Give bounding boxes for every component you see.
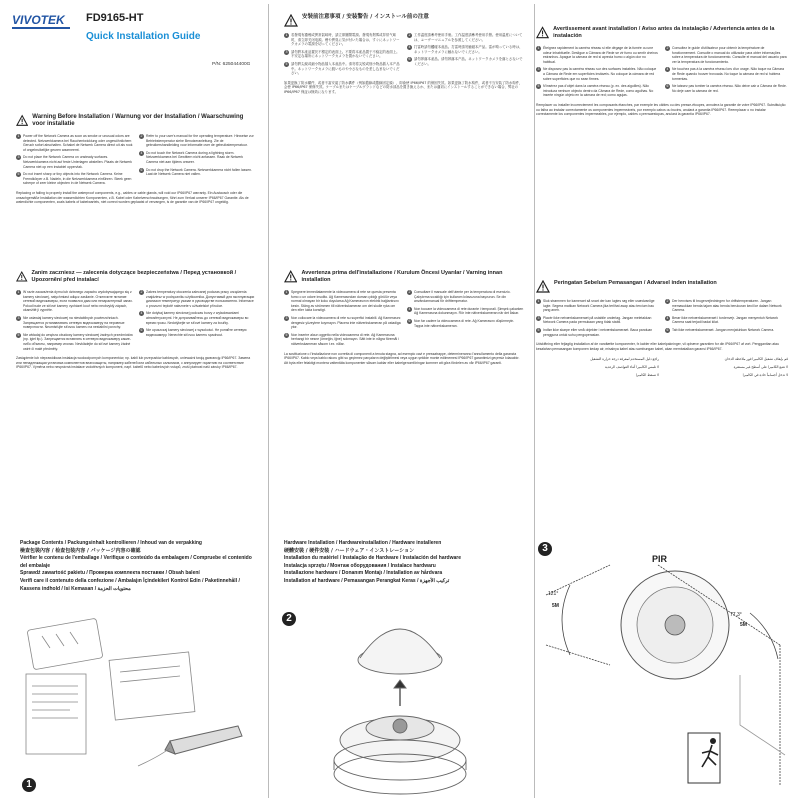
column-divider: [534, 4, 535, 798]
hardware-title-line: Hardware Installation / Hardwareinstallation / Hardware installeren: [284, 540, 442, 546]
warning-note: La sostituzione o l'installazione non corretta di componenti a tenuta stagna, ad esempio cavi e pressatrappe, determineranno l'annullamento della garanzia IP66/IP67. Kablo veya kablo rakoru gibi su geçirmez parçaların değiştirilmesi veya uygun şekilde monte edilmemesi IP66/IP67 garantimizi geçersiz kılacaktır. Att byta eller felaktigt montera vattentäta komponenter såsom kablar eller kabelgenomföringar kommer att göra fördelen av vår IP66/IP67 garanti.: [284, 351, 520, 365]
warning-note: Udskiftning eller fejlagtig installation af de vandtætte komponenter, fx kabler eller kabelpakninger, vil ophæve garantien for din IP66/IP67 af vort. Penggantian atau kesalahan pemasangan komponen kedap air, misalnya kabel atau sambungan kabel, akan membatalkan garansi IP66/IP67.: [536, 342, 779, 351]
angle-arc-right: [750, 613, 778, 659]
item-number: 3: [17, 155, 20, 160]
item-text: Ne laissez pas tomber la caméra réseau. Não deixe cair a Câmara de Rede. No deje caer la cámara de red.: [672, 84, 787, 93]
warning-icon: [536, 280, 550, 293]
arabic-item: لا تضع الكاميرا على أسطح غير مستقرة: [733, 364, 788, 369]
item-text: Sluk strømmen for kameraet så snart der kan lugtes røg eller usædvanlige lugte. Segera matikan Network Camera jika terlihat asap atau tercium bau yang aneh.: [543, 299, 655, 313]
hardware-title-line: Installation du matériel / Instalação de Hardware / Instalación del hardware: [284, 555, 461, 562]
warning-item: [284, 290, 401, 313]
warning-col-right: [665, 299, 788, 340]
item-number: 6: [140, 167, 143, 172]
sticker-sheet: [109, 652, 195, 720]
item-text: Nie dotykaj kamery sieciowej podczas burzy z wyładowaniami atmosferycznymi. Не дотрагивайтесь до сетевой видеокамеры во время грозы. Nedotýkejte se síťové kamery za bouřky.: [146, 311, 249, 325]
item-number: 5: [17, 172, 20, 177]
warning-title: 安裝前注意事項 / 安装警告 / インストール前の注意: [302, 14, 429, 20]
warning-item: [139, 290, 256, 308]
item-text: Non toccare la videocamera di rete durante i temporali. Şimşek çakarken Ağ Kamerasına dokunmayın. Rör inte nätverkskameran när det åskar.: [414, 306, 524, 316]
item-text: Do not drop the Network Camera. Netzwerkkamera nicht fallen lassen. Laat de Netwerk Camera niet vallen.: [146, 167, 252, 177]
item-number: 5: [285, 61, 288, 66]
pir-distance-left: 5M: [552, 603, 559, 609]
item-number: 6: [408, 57, 411, 62]
dome-camera-illustration: [290, 610, 526, 798]
pir-label: PIR: [652, 554, 668, 564]
package-title-line: Vérifier le contenu de l'emballage / Verifique o conteúdo da embalagem / Compruebe el contenido del embalaje: [20, 555, 252, 569]
warning-item: [665, 46, 788, 64]
pir-angle-right: 77.3°: [730, 612, 742, 618]
item-number: 4: [408, 45, 411, 50]
item-number: 5: [285, 332, 288, 337]
item-text: Non inserire alcun oggetto nella videocamera di rete. Ağ Kamerasına herhangi bir nesne (örneğin, iğne) sokmayın. Sätt inte in några föremål i nätverkskameran såsom t.ex. nålar.: [291, 332, 399, 346]
item-number: 1: [17, 134, 20, 138]
item-text: Éteignez rapidement la caméra réseau si elle dégage de la fumée ou une odeur inhabituelle. Desligue a Câmara de Rede se vir fumo ou sentir cheiros estranhos. Apague la cámara de red si aprecia humo o algún olor no habitual.: [543, 46, 658, 64]
arabic-col: [536, 357, 659, 377]
item-text: 工作温度請參考使用手冊。工作温度請參考使用手册。使用温度については、ユーザーマニュアルを参照してください。: [414, 33, 523, 42]
pen-drawing: [165, 726, 242, 754]
warning-col-right: [665, 46, 788, 101]
warning-item: [665, 84, 788, 93]
item-number: 6: [140, 328, 143, 333]
warning-item: [284, 333, 401, 347]
item-number: 1: [537, 46, 540, 50]
screws-pack: [27, 618, 103, 670]
package-title-line: Sprawdź zawartość pakietu / Проверка комплекта поставки / Obsah balení: [20, 570, 200, 577]
item-text: Non far cadere la videocamera di rete. Ağ Kamerasını düşürmeyin. Tappa inte nätverkskameran.: [414, 318, 515, 328]
item-number: 4: [140, 311, 143, 316]
warning-item: [16, 172, 133, 186]
model-name: FD9165-HT: [86, 12, 144, 24]
warning-item: [139, 134, 256, 148]
warning-item: [139, 151, 256, 165]
warning-note: 如果更換了防水構件，或者不當安裝了防水構件（例如纜線或纜線固定頭），即會使 IP66/IP67 的保固失效。如果更换了防水构件，或者不当安装了防水构件，会使 IP66/IP67 保修失效。ケーブルまたはケーブルグランドなどの防水部品を置き換えるか、または適切にインストールすることができない場合、弊社の IP66/IP67 保証は無効になります。: [284, 80, 523, 94]
item-text: 若發現有濃煙或異常氣味時，請立即關閉電源。發現有烟雾或异常气味时，请立即关闭电源。煙や異臭に気が付いた場合は、すぐにネットワークカメラの電源を切ってください。: [291, 33, 400, 47]
warning-icon: [284, 270, 297, 283]
hardware-title-line: Instalacja sprzętu / Монтаж оборудования / Instalace hardwaru: [284, 562, 436, 569]
warning-col-left: [16, 134, 133, 189]
warning-item: [407, 307, 524, 316]
vivotek-logo-mark: [12, 12, 72, 28]
warning-item: [536, 84, 659, 98]
warning-item: [16, 290, 133, 313]
item-number: 5: [537, 84, 540, 89]
item-text: Nie upuszczaj kamery sieciowej z wysokości. Не роняйте сетевую видеокамеру. Nenechte síťovou kameru spadnout.: [146, 328, 247, 337]
item-number: 1: [285, 290, 288, 294]
lens: [393, 719, 407, 733]
item-text: Zakres temperatury otoczenia zalecanej podczas pracy urządzenia znajdziesz w podręczniku użytkownika. Допустимый для эксплуатации диапазон температур указан в руководстве пользователя. Informace o provozní teplotě naleznete v uživatelské příručce.: [146, 290, 255, 308]
item-text: Consultare il manuale dell'utente per la temperatura di esercizio. Çalıştırma sıcaklığı için kullanım kılavuzuna başvurun. Se din användarmanual för drifttemperatur.: [414, 290, 511, 304]
person-head: [710, 738, 716, 744]
document-sheet: [26, 674, 86, 754]
item-number: 3: [537, 315, 540, 320]
warning-title: Warning Before Installation / Warnung vor der Installation / Waarschuwing voor installatie: [32, 114, 244, 127]
item-text: Placér ikke netværkskameraet på ustabile underlag. Jangan meletakkan Network Camera pada permukaan yang tidak stabil.: [543, 315, 652, 325]
item-text: Do not touch the Network Camera during a lightning storm. Netzwerkkamera bei Gewittern nicht anfassen. Raak de Netwerk Camera niet aan tijdens onweer.: [146, 150, 244, 164]
hardware-installation-section: [284, 540, 524, 586]
warning-col-right: [407, 290, 524, 350]
warning-item: [407, 33, 524, 42]
warning-item: [16, 316, 133, 330]
warning-item: [284, 62, 401, 76]
item-text: 請勿將本產品置於不穩定的表面上。不要将本產品置于不稳定的表面上。不安定な場所にネットワークカメラを置かないでください。: [291, 49, 400, 59]
warning-item: [536, 67, 659, 81]
step-number-2: 2: [282, 612, 296, 626]
warning-section-it: [284, 270, 524, 365]
item-text: N'insérez pas d'objet dans la caméra réseau (p. ex. des aiguilles). Não introduza nenhum objecto dentro da Câmara de Rede, como agulhas. No inserte ningún objeto en la cámara de red; como agujas.: [543, 84, 654, 98]
step-number-3: 3: [538, 542, 552, 556]
item-text: 打雷時請勿觸碰本產品。打雷時請勿触碰本产品。雷が鳴っている時は、ネットワークカメラに触れないでください。: [414, 45, 523, 54]
warning-item: [536, 328, 659, 337]
warning-item: [536, 299, 659, 313]
item-number: 4: [666, 315, 669, 320]
arabic-item: قم بإيقاف تشغيل الكاميرا فور ملاحظة الدخان: [724, 357, 788, 362]
item-number: 4: [408, 306, 411, 311]
hardware-title-line: 硬體安裝 / 硬件安装 / ハードウェア・インストレーション: [284, 547, 415, 554]
warning-item: [407, 290, 524, 304]
item-text: Ne disposez pas la caméra réseau sur des surfaces instables. Não coloque a Câmara de Rede em superfícies instáveis. No coloque la cámara de red sobre superficies que no sean firmes.: [543, 67, 657, 81]
warning-title: Peringatan Sebelum Pemasangan / Advarsel inden installation: [554, 280, 717, 286]
item-number: 3: [537, 67, 540, 72]
warning-col-right: [139, 290, 256, 354]
item-text: Non collocare la videocamera di rete su superfici instabili. Ağ Kamerasını dengesiz yüzeylere koymayın. Placera inte nätverkskameran på ostadiga ytor.: [291, 315, 401, 330]
item-number: 6: [666, 327, 669, 332]
item-text: Power off the Network Camera as soon as smoke or unusual odors are detected. Netzwerkkamera bei Rauchentwicklung oder ungewöhnlichem Geruch sofort abschalten. Schakel de Netwerk Camera direct uit als rook of ongebruikelijke geuren waarneemt.: [23, 134, 133, 152]
item-number: 4: [140, 150, 143, 155]
package-title-line: Verifi care il contenuto della confezione / Ambalajın İçindekileri Kontrol Edin / Paketinnehåll / Kassens indhold / Isi Kemasan / محتويات الحزمة: [20, 577, 240, 592]
warning-icon: [536, 26, 549, 39]
arabic-item: لا تدخل أجساماً حادة في الكاميرا: [742, 372, 788, 377]
wall-corner: [740, 675, 785, 755]
item-text: Indfør ikke skarpe eller små objekter i netværkskameraet. Baca panduan pengguna untuk suhu pengoperasian.: [543, 327, 653, 337]
item-number: 2: [666, 299, 669, 303]
warning-item: [665, 67, 788, 81]
item-text: Tab ikke netværkskameraet. Jangan menjatuhkan Network Camera.: [672, 327, 775, 332]
item-number: 5: [537, 327, 540, 332]
warning-col-left: [536, 46, 659, 101]
warning-icon: [16, 270, 28, 283]
item-number: 2: [666, 46, 669, 50]
item-text: Refer to your user's manual for the operating temperature. Hinweise zur Betriebstemperatur siehe Benutzeranleitung. Zie de gebruikershandleiding voor informatie over de gebruikstemperatuur.: [146, 134, 254, 148]
item-number: 1: [285, 33, 288, 37]
item-number: 6: [666, 84, 669, 89]
warning-section-pl: [16, 270, 256, 370]
item-text: Spegnere immediatamente la videocamera di rete se questa presenta fumo o un odore insolito. Ağ Kamerasından duman çıktığı görülür veya normal olmayan bir koku duyularsa Ağ Kamerasının elektrik bağlantısını kesin. Stäng av strömmen till nätverkskameran om det skulle ryka om den eller lukta konstigt.: [291, 290, 399, 313]
warning-item: [665, 316, 788, 325]
item-number: 4: [666, 67, 669, 72]
warning-item: [284, 50, 401, 59]
warning-title: Avertissement avant installation / Aviso antes da instalação / Advertencia antes de la instalación: [553, 26, 775, 39]
arabic-item: لا تسقط الكاميرا: [635, 372, 659, 377]
warning-note: Replacing or failing to properly install the waterproof components, e.g., cables or cable glands, will void our IP66/IP67 warranty. Ein Austausch oder die unsachgemäße Installation der wasserdichten Komponenten, z.B. Kabel oder Kabelverschraubungen, führt zum Verlust unserer IP66/IP67 Garantie. Als de waterdichte componenten, zoals kabels of kabelwartels, niet correct worden geplaatst of vervangen, is de garantie van de IP66/IP67 ongeldig.: [16, 190, 249, 205]
warning-note: Remplacer ou installer incorrectement les composants étanches, par exemple les câbles ou des presse-étoupes, annulera la garantie de votre IP66/IP67. Substituição ou falha ao instalar correctamente os componentes impermeáveis, por exemplo cabos ou bucins, anulará a garantia IP66/IP67. Reemplazar o no instalar correctamente los componentes impermeables, por ejemplo, cables o prensaestopas, anulará la garantía IP66/IP67.: [536, 102, 786, 117]
part-number: P/N: 625044400G: [212, 62, 251, 67]
item-number: 2: [408, 290, 411, 294]
pir-diagram: [540, 555, 790, 795]
item-number: 2: [140, 290, 143, 294]
item-text: 請勿將尖銳或細小物品插入本產品中。请勿将尖锐或细小物品插入本产品中。ネットワークカメラに鋭いものや小さなものを差し込まないでください。: [291, 61, 400, 76]
hardware-title-line: Installazione hardware / Donanım Montajı / Installation av hårdvara: [284, 570, 443, 577]
warning-col-right: [407, 33, 524, 79]
warning-item: [407, 45, 524, 54]
item-number: 3: [285, 315, 288, 320]
item-text: Der henvises til brugervejledningen for driftstemperaturen. Jangan memasukkan benda tajam atau benda berukuran kecil ke dalam Network Camera.: [672, 299, 782, 313]
arabic-item: لا تلمس الكاميرا أثناء العواصف الرعدية: [604, 364, 659, 369]
package-contents-section: [20, 540, 260, 593]
step-number-1: 1: [22, 778, 36, 792]
logo-tagline-bar: [12, 27, 70, 29]
warning-col-right: [139, 134, 256, 189]
item-text: Nie ustawiaj kamery sieciowej na niestabilnych powierzchniach. Запрещается устанавливать сетевую видеокамеру на неровные поверхности. Neumisťujte síťovou kameru na nestabilní povrchy.: [23, 315, 125, 330]
item-text: Ne touchez pas à la caméra réseau lors d'un orage. Não toque na Câmara de Rede quando houver trovoada. No toque la cámara de red si hubiera tormentas.: [672, 67, 785, 81]
hardware-title-line: Installation af hardware / Pemasangan Perangkat Keras / تركيب الأجهزة: [284, 577, 450, 584]
warning-item: [139, 168, 256, 177]
warning-icon: [284, 14, 298, 27]
warning-item: [16, 155, 133, 169]
arrow-head: [394, 680, 406, 688]
warning-item: [16, 333, 133, 351]
warning-section-id: [536, 280, 788, 377]
warning-item: [16, 134, 133, 152]
warning-col-left: [284, 33, 401, 79]
item-number: 2: [408, 33, 411, 37]
warning-item: [536, 316, 659, 325]
warning-title: Zanim zaczniesz — zalecenia dotyczące bezpieczeństwa / Перед установкой / Upozornění před instalací: [31, 270, 237, 283]
arabic-col: [665, 357, 788, 377]
warning-icon: [16, 114, 28, 127]
package-title-line: Package Contents / Packungsinhalt kontrollieren / Inhoud van de verpakking: [20, 540, 202, 546]
warning-title: Avvertenza prima dell'installazione / Kurulum Öncesi Uyarılar / Varning innan installation: [301, 270, 503, 283]
arabic-item: راجع دليل المستخدم لمعرفة درجة حرارة التشغيل: [590, 357, 659, 362]
pir-distance-right: 5M: [740, 622, 747, 628]
warning-item: [665, 299, 788, 313]
item-text: 請勿摔落本產品。请勿摔落本产品。ネットワークカメラを落とさないでください。: [414, 57, 523, 66]
warning-item: [407, 319, 524, 328]
svg-text:VIVOTEK: VIVOTEK: [12, 13, 65, 27]
item-text: Berør ikke netværkskameraet i tordenvejr. Jangan menyentuh Network Camera saat terjadi badai kilat.: [672, 315, 779, 325]
angle-arc-left: [562, 585, 570, 655]
dome-cover: [360, 629, 440, 658]
warning-item: [536, 46, 659, 64]
warning-section-fr: [536, 26, 788, 117]
warning-item: [284, 316, 401, 330]
hand-outline: [138, 748, 170, 766]
item-text: Do not place the Network Camera on unsteady surfaces. Netzwerkkamera nicht auf feste Unterlagen abstellen. Plaats de Netwerk Camera niet op een instabiel oppervlak.: [23, 155, 132, 169]
package-title-line: 檢查包裝內容 / 检查包装内容 / パッケージ内容の確認: [20, 547, 141, 554]
warning-item: [139, 311, 256, 325]
item-text: W razie zauważenia dymu lub dziwnego zapachu wydobywającego się z kamery sieciowej, natychmiast odłącz zasilanie. Отключите питание сетевой видеокамеры, если появился дым или нехарактерный запах. Pokud bude ze síťové kamery vycházet kouř nebo neobvyklý zápach, okamžitě ji vypněte.: [23, 290, 133, 313]
warning-col-left: [16, 290, 133, 354]
item-text: Consultez le guide d'utilisateur pour obtenir la température de fonctionnement. Consulte o manual do utilizador para obter informações sobre a temperatura de funcionamento. Consulte el manual del usuario para ver la temperatura de funcionamiento.: [672, 46, 787, 64]
item-number: 5: [17, 332, 20, 337]
item-number: 3: [17, 315, 20, 320]
warning-note: Zastąpienie lub nieprawidłowa instalacja wodoodpornych komponentów, np. kabli lub przepustów kablowych, unieważni twoją gwarancję IP66/IP67. Замена или ненадлежащая установка компонентов влагозащиты, например кабелей или кабельных сальников, с аннулирует гарантию на соответствие IP66/IP67. Výměna nebo nesprávná instalace vodotěsných komponent, např. kabelů nebo kabelových vstupů, zruší platnost naší záruky IP66/IP67.: [16, 356, 251, 370]
item-number: 2: [140, 134, 143, 138]
vivotek-logo: [12, 12, 72, 28]
warning-item: [139, 328, 256, 337]
column-divider: [268, 4, 269, 798]
pir-sensor: [665, 615, 685, 635]
item-number: 1: [537, 299, 540, 303]
pir-angle-left: 121°: [548, 591, 559, 597]
warning-section-cjk: [284, 14, 524, 95]
warning-section-en: [16, 114, 256, 205]
arabic-block: [536, 357, 788, 377]
pir-range-line: [546, 645, 610, 665]
item-number: 1: [17, 290, 20, 294]
guide-title: Quick Installation Guide: [86, 31, 201, 42]
warning-item: [407, 57, 524, 66]
warning-col-left: [284, 290, 401, 350]
package-illustration: [20, 616, 260, 796]
warning-col-left: [536, 299, 659, 340]
item-number: 3: [285, 49, 288, 54]
item-text: Do not insert sharp or tiny objects into the Network Camera. Keine Fremdkörper z.B. Nadeln, in die Netzwerkkamera einführen. Steek geen scherpe of zeer kleine objecten in de Netwerk Camera.: [23, 172, 132, 186]
item-number: 6: [408, 318, 411, 323]
warning-item: [284, 33, 401, 47]
warning-item: [665, 328, 788, 333]
item-text: Nie wkładaj do wnętrza obudowy kamery sieciowej żadnych przedmiotów (np. igieł itp.). Запрещается вставлять в сетевую видеокамеру какие-либо объекты, например иголки. Nevkládejte do síťové kamery žádné ostré či malé předměty.: [23, 332, 133, 351]
